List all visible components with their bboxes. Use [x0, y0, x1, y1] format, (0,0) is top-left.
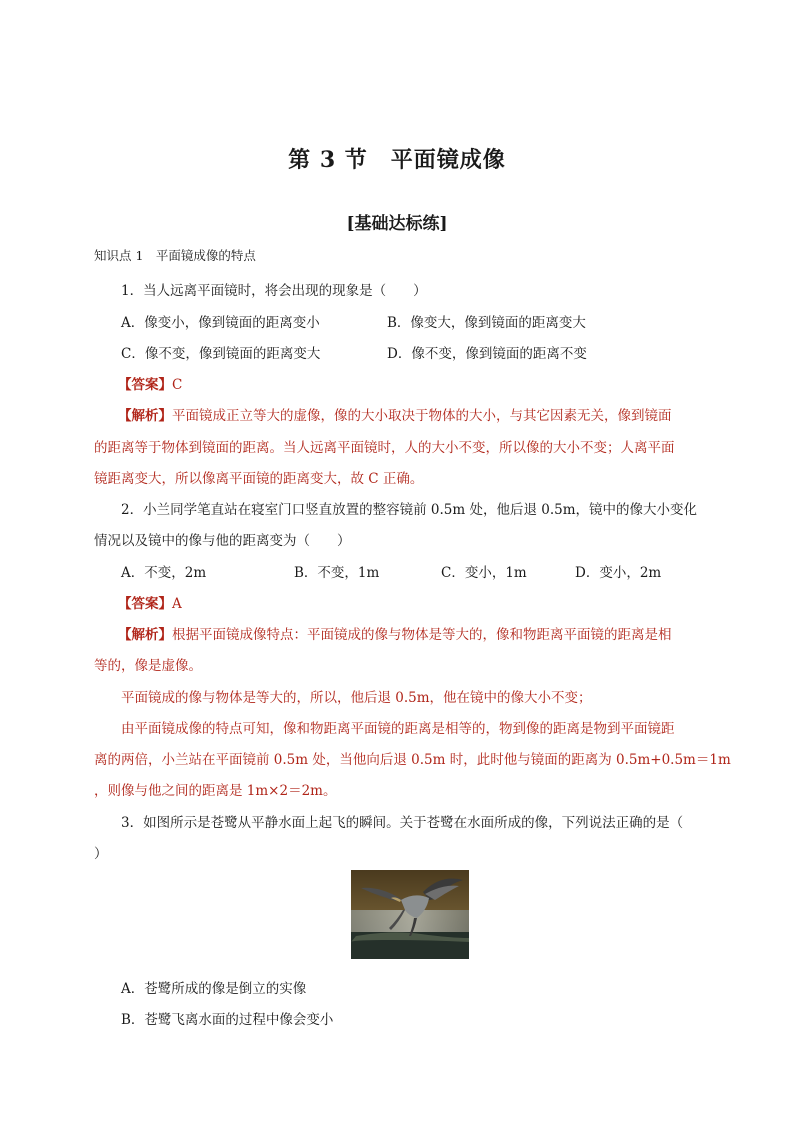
- q1-option-a: A．像变小，像到镜面的距离变小: [121, 315, 320, 331]
- q3-stem-line-1: 3．如图所示是苍鹭从平静水面上起飞的瞬间。关于苍鹭在水面所成的像，下列说法正确的是（: [121, 815, 684, 831]
- q2-analysis-line-5: 离的两倍，小兰站在平面镜前 0.5m 处，当他向后退 0.5m 时，此时他与镜面的距离为 0.5m+0.5m＝1m: [94, 752, 731, 768]
- q2-analysis-line-2: 等的，像是虚像。: [94, 658, 202, 674]
- q2-option-b: B．不变，1m: [294, 565, 380, 581]
- q2-analysis-line-4: 由平面镜成像的特点可知，像和物距离平面镜的距离是相等的，物到像的距离是物到平面镜距: [121, 721, 675, 737]
- q1-option-c: C．像不变，像到镜面的距离变大: [121, 346, 321, 362]
- q3-option-b: B．苍鹭飞离水面的过程中像会变小: [121, 1012, 334, 1028]
- knowledge-point-heading: 知识点 1 平面镜成像的特点: [94, 248, 256, 263]
- q1-stem: 1．当人远离平面镜时，将会出现的现象是（ ）: [121, 283, 427, 299]
- q2-analysis-line-3: 平面镜成的像与物体是等大的，所以，他后退 0.5m，他在镜中的像大小不变；: [121, 690, 592, 706]
- section-subtitle: [基础达标练]: [346, 214, 448, 234]
- q1-analysis-line-2: 的距离等于物体到镜面的距离。当人远离平面镜时，人的大小不变，所以像的大小不变；人离平面: [94, 440, 675, 456]
- page-title: 第 3 节 平面镜成像: [288, 147, 506, 173]
- q3-stem-line-2: ）: [94, 846, 108, 862]
- q1-answer: 【答案】C: [118, 377, 183, 393]
- q1-option-d: D．像不变，像到镜面的距离不变: [387, 346, 587, 362]
- q2-stem-line-2: 情况以及镜中的像与他的距离变为（ ）: [94, 533, 351, 549]
- heron-photo: [351, 870, 469, 959]
- q1-option-b: B．像变大，像到镜面的距离变大: [387, 315, 586, 331]
- q2-option-a: A．不变，2m: [121, 565, 207, 581]
- q2-analysis-line-1: 【解析】根据平面镜成像特点：平面镜成的像与物体是等大的，像和物距离平面镜的距离是相: [118, 627, 672, 643]
- q2-option-c: C．变小，1m: [441, 565, 527, 581]
- q2-analysis-line-6: ，则像与他之间的距离是 1m×2＝2m。: [94, 783, 337, 799]
- q3-option-a: A．苍鹭所成的像是倒立的实像: [121, 981, 307, 997]
- q1-analysis-line-1: 【解析】平面镜成正立等大的虚像，像的大小取决于物体的大小，与其它因素无关，像到镜面: [118, 408, 672, 424]
- q1-analysis-line-3: 镜距离变大，所以像离平面镜的距离变大，故 C 正确。: [94, 471, 424, 487]
- q2-option-d: D．变小，2m: [575, 565, 662, 581]
- q2-stem-line-1: 2．小兰同学笔直站在寝室门口竖直放置的整容镜前 0.5m 处，他后退 0.5m，镜中的像大小变化: [121, 502, 698, 518]
- q2-answer: 【答案】A: [118, 596, 182, 612]
